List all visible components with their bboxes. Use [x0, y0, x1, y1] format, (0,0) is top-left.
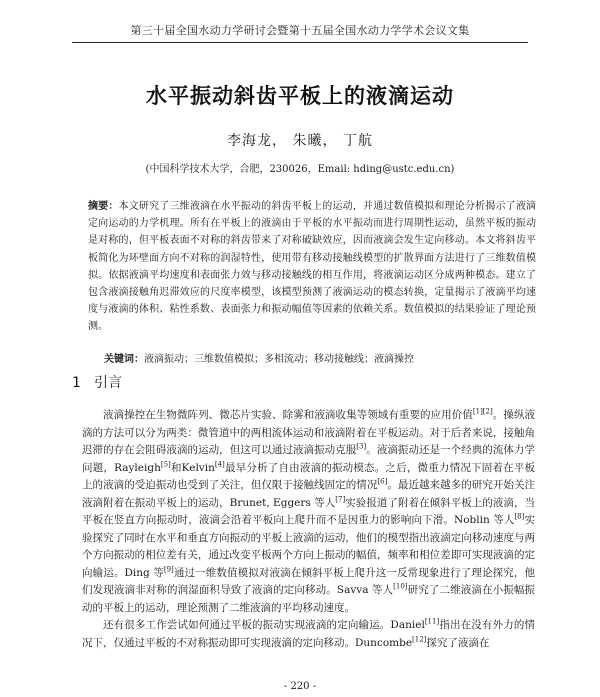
section-title: 引言 — [94, 375, 122, 391]
section-number: 1 — [72, 375, 81, 391]
text-run: 最早分析了自由液滴的振动模态。之后，微重力情况下固着在平板上的液滴的受迫振动也受到了关注，但仅限于接触线固定的情况 — [82, 461, 536, 491]
abstract — [88, 198, 536, 336]
text-run: 实验探究了同时在水平和垂直方向振动的平板上液滴的运动，他们的模型指出液滴定向移动速度与两个方向振动的相位差有关，通过改变平板两个方向上振动的幅值，频率和相位差即可实现液滴的定向输运。Ding 等 — [82, 514, 536, 579]
abstract-label: 摘要： — [88, 201, 119, 212]
body-text — [82, 407, 535, 652]
page-number: - 220 - — [283, 681, 317, 692]
section-heading — [72, 372, 122, 392]
text-run: 指出在没有外力的情况下，仅通过平板的不对称振动即可实现液滴的定向移动。Duncombe — [82, 619, 535, 649]
citation-ref: [9] — [163, 565, 174, 573]
text-run: 实验报道了附着在倾斜平板上的液滴，当平板在竖直方向振动时，液滴会沿着平板向上爬升而不是因重力的影响向下滑。Noblin 等人 — [82, 496, 536, 526]
citation-ref: [12] — [412, 635, 427, 643]
keywords — [104, 351, 536, 368]
citation-ref: [3] — [356, 442, 367, 451]
affiliation: (中国科学技术大学，合肥，230026，Email: hding@ustc.edu.cn) — [145, 164, 455, 175]
text-run: 。最近越来越多的研究开始关注液滴附着在振动平板上的运动，Brunet, Eggers 等人 — [82, 479, 536, 509]
paper-title: 水平振动斜齿平板上的液滴运动 — [146, 84, 454, 108]
citation-ref: [1][2] — [472, 407, 493, 416]
header-rule — [72, 42, 528, 43]
authors: 李海龙， 朱曦， 丁航 — [227, 133, 373, 149]
citation-ref: [8] — [514, 512, 525, 521]
keywords-text: 液滴振动；三维数值模拟；多相流动；移动接触线；液滴操控 — [144, 354, 414, 365]
text-run: 液滴操控在生物微阵列、微芯片实验、除雾和液滴收集等领域有重要的应用价值 — [103, 409, 473, 421]
citation-ref: [4] — [214, 460, 225, 468]
text-run: 探究了液滴在 — [426, 636, 490, 649]
citation-ref: [7] — [335, 495, 346, 503]
keywords-label: 关键词： — [104, 354, 144, 365]
text-run: 。液滴振动还是一个经典的流体力学问题，Rayleigh — [82, 444, 536, 474]
citation-ref: [11] — [424, 617, 440, 626]
text-run: 通过一维数值模拟对液滴在倾斜平板上爬升这一反常现象进行了理论探究，他们发现液滴非对称的润湿面积导致了液滴的定向移动。Savva 等人 — [82, 566, 535, 596]
body-paragraph — [82, 407, 535, 617]
text-run: 和Kelvin — [170, 461, 215, 474]
text-run: 研究了二维液滴在小振幅振动的平板上的运动，理论预测了二维液滴的平均移动速度。 — [82, 584, 535, 614]
body-paragraph — [82, 617, 535, 652]
running-header: 第三十届全国水动力学研讨会暨第十五届全国水动力学学术会议文集 — [130, 24, 470, 37]
text-run: 。操纵液滴的方法可以分为两类：微管道中的两相流体运动和液滴附着在平板运动。对于后者来说，接触角迟滞的存在会阻碍液滴的运动，但这可以通过液滴振动克服 — [82, 409, 536, 456]
text-run: 还有很多工作尝试如何通过平板的振动实现液滴的定向输运。Daniel — [103, 619, 425, 631]
abstract-text: 本文研究了三维液滴在水平振动的斜齿平板上的运动，并通过数值模拟和理论分析揭示了液滴定向运动的力学机理。所有在平板上的液滴由于平板的水平振动而进行周期性运动，虽然平板的振动是对称的，但平板表面不对称的斜齿带来了对称破缺效应，因而液滴会发生定向移动。本文将斜齿平板简化为环壁面方向不对称的润湿特性，使用带有移动接触线模型的扩散界面方法进行了三维数值模拟。依据液滴平均速度和表面张力效与移动接触线的相互作用，将液滴运动区分成两种模态。建立了包含液滴接触角迟滞效应的尺度率模型，该模型预测了液滴运动的模态转换，定量揭示了液滴平均速度与液滴的体积、粘性系数、表面张力和振动幅值等因素的依赖关系。数值模拟的结果验证了理论预测。 — [88, 201, 537, 333]
citation-ref: [10] — [393, 582, 408, 591]
citation-ref: [6] — [377, 477, 388, 486]
citation-ref: [5] — [160, 460, 171, 468]
